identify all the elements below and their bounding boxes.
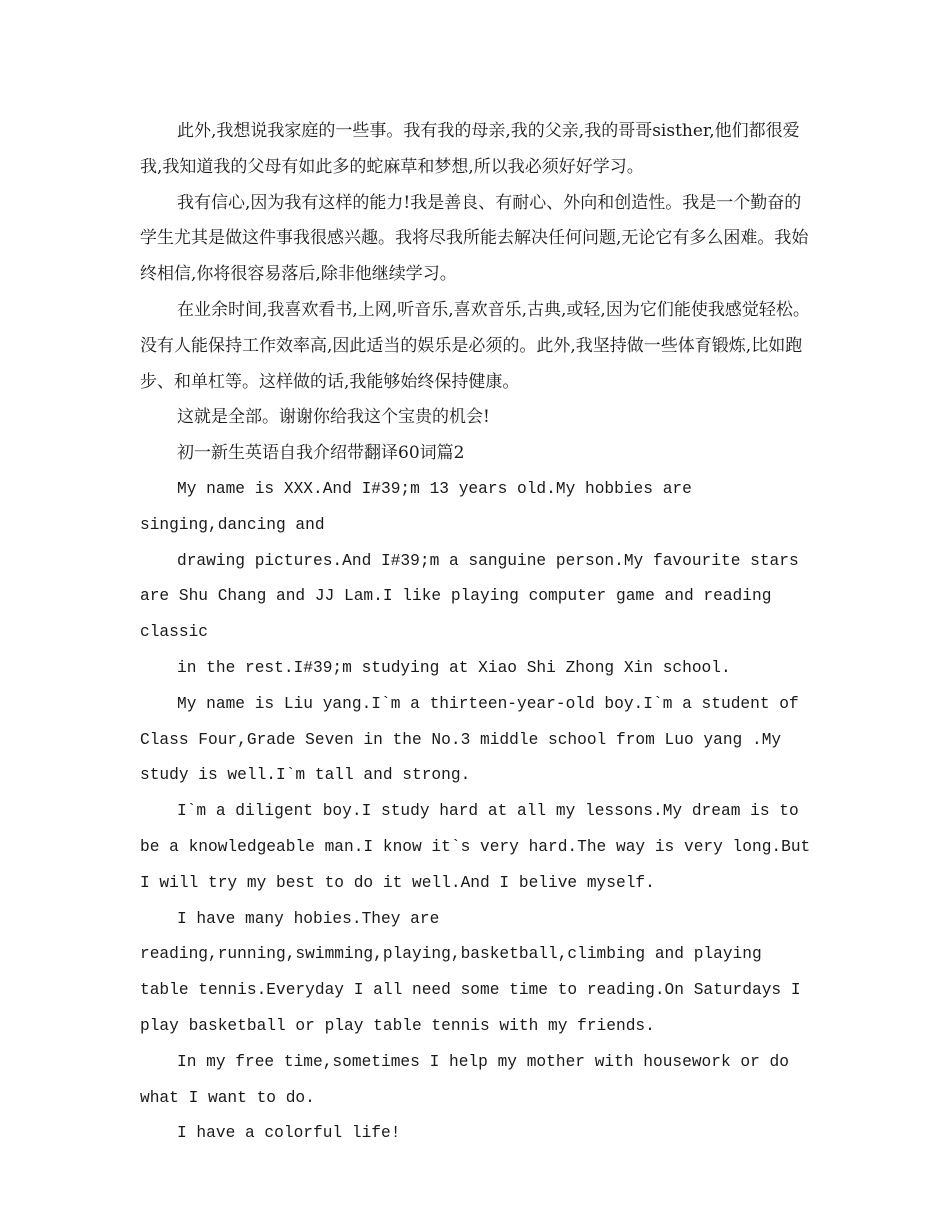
en-paragraph-free-time: In my free time,sometimes I help my mother with housework or do what I want to do.: [140, 1052, 789, 1107]
en-paragraph-drawing: drawing pictures.And I#39;m a sanguine person.My favourite stars are Shu Chang and JJ Lam.I like playing computer game and reading classic: [140, 551, 799, 642]
document-body: [140, 114, 812, 1152]
paragraph-free-time: 在业余时间,我喜欢看书,上网,听音乐,喜欢音乐,古典,或轻,因为它们能使我感觉轻松。没有人能保持工作效率高,因此适当的娱乐是必须的。此外,我坚持做一些体育锻炼,比如跑步、和单杠等。这样做的话,我能够始终保持健康。: [140, 299, 810, 392]
en-line-name-age: My name is XXX.And I#39;m 13 years old.My hobbies are: [177, 479, 692, 498]
en-line-many-hobbies: I have many hobies.They are: [177, 909, 440, 928]
en-line-hobbies: singing,dancing and: [140, 515, 325, 534]
en-line-school: in the rest.I#39;m studying at Xiao Shi Zhong Xin school.: [177, 658, 731, 677]
en-paragraph-activities: reading,running,swimming,playing,basketball,climbing and playing table tennis.Everyday I all need some time to reading.On Saturdays I play basketball or play table tennis with my friends.: [140, 945, 801, 1035]
en-paragraph-diligent: I`m a diligent boy.I study hard at all my lessons.My dream is to be a knowledgeable man.I know it`s very hard.The way is very long.But I will try my best to do it well.And I belive myself.: [140, 802, 811, 892]
paragraph-family: 此外,我想说我家庭的一些事。我有我的母亲,我的父亲,我的哥哥sisther,他们都很爱我,我知道我的父母有如此多的蛇麻草和梦想,所以我必须好好学习。: [140, 121, 800, 177]
en-line-colorful-life: I have a colorful life!: [177, 1124, 401, 1143]
paragraph-thanks: 这就是全部。谢谢你给我这个宝贵的机会!: [177, 407, 490, 428]
en-paragraph-liu-yang: My name is Liu yang.I`m a thirteen-year-old boy.I`m a student of Class Four,Grade Seven in the No.3 middle school from Luo yang .My study is well.I`m tall and strong.: [140, 694, 799, 785]
paragraph-confidence: 我有信心,因为我有这样的能力!我是善良、有耐心、外向和创造性。我是一个勤奋的学生尤其是做这件事我很感兴趣。我将尽我所能去解决任何问题,无论它有多么困难。我始终相信,你将很容易落后,除非他继续学习。: [140, 192, 809, 285]
section-heading: 初一新生英语自我介绍带翻译60词篇2: [177, 443, 465, 464]
